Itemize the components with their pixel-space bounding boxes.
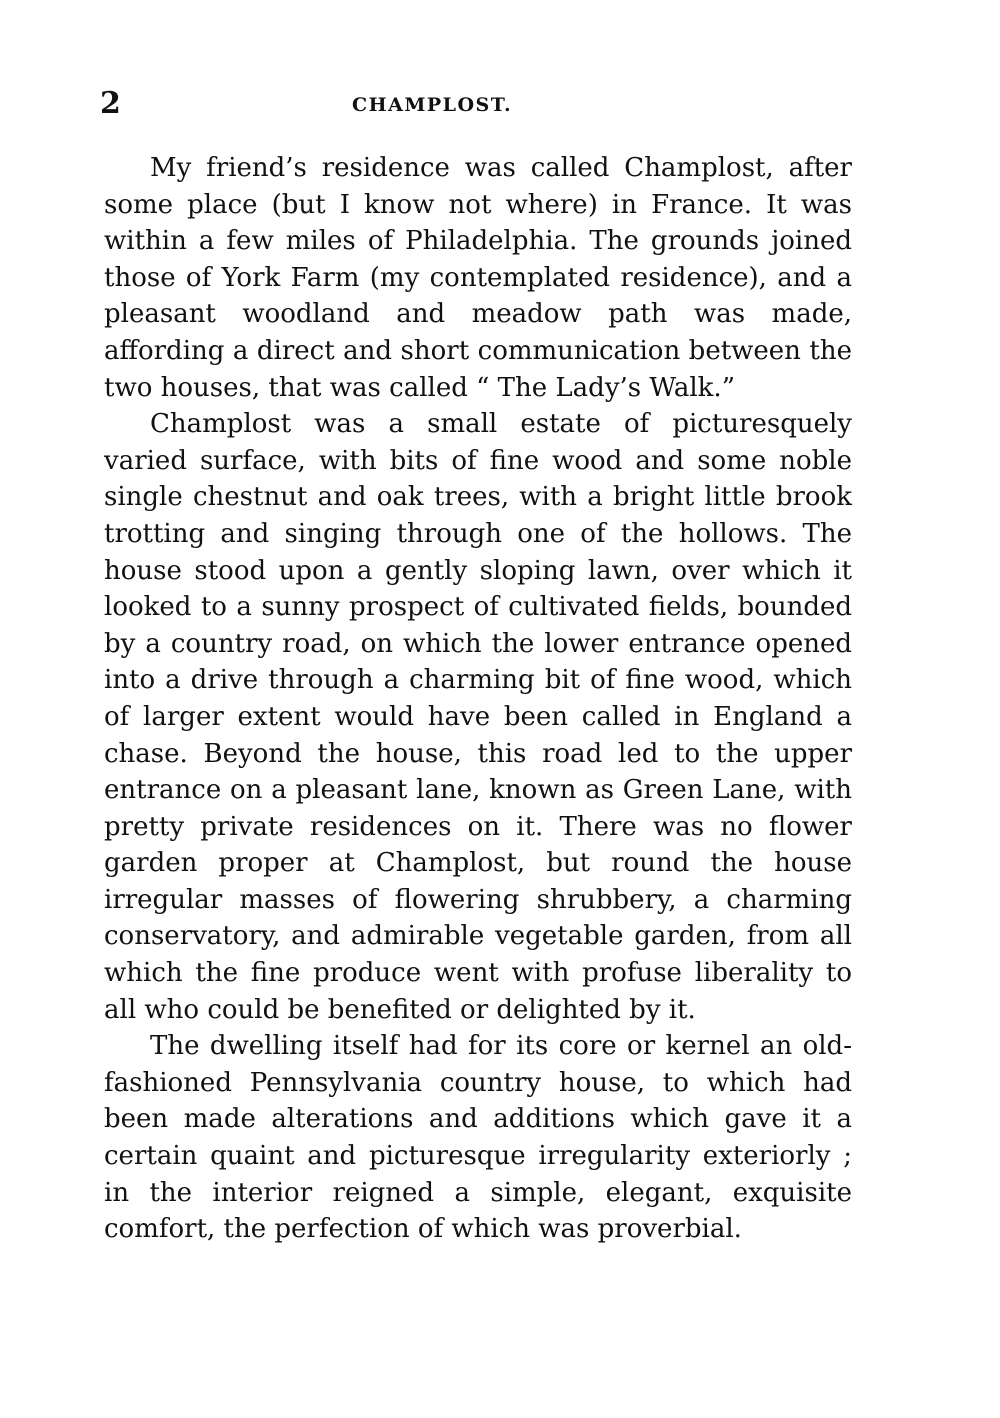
body-text [104, 150, 852, 1248]
paragraph-dwelling: The dwelling itself had for its core or kernel an old-fashioned Pennsylvania country house, to which had been made alterations and additions which gave it a certain quaint and picturesque irregularity exteriorly ; in the interior reigned a simple, elegant, exquisite comfort, the perfection of which was proverbial. [104, 1031, 852, 1245]
page-header [100, 86, 860, 126]
page-number: 2 [100, 86, 121, 121]
paragraph-estate: Champlost was a small estate of picturesquely varied surface, with bits of fine wood and some noble single chestnut and oak trees, with a bright little brook trotting and singing through one of the hollows. The house stood upon a gently sloping lawn, over which it looked to a sunny prospect of cultivated fields, bounded by a country road, on which the lower entrance opened into a drive through a charming bit of fine wood, which of larger extent would have been called in England a chase. Beyond the house, this road led to the upper entrance on a pleasant lane, known as Green Lane, with pretty private residences on it. There was no flower garden proper at Champlost, but round the house irregular masses of flowering shrubbery, a charming conservatory, and admirable vegetable garden, from all which the fine produce went with profuse liberality to all who could be benefited or delighted by it. [104, 409, 852, 1025]
running-title: CHAMPLOST. [352, 94, 513, 116]
paragraph-residence: My friend’s residence was called Champlost, after some place (but I know not where) in France. It was within a few miles of Philadelphia. The grounds joined those of York Farm (my contemplated residence), and a pleasant woodland and meadow path was made, affording a direct and short communication between the two houses, that was called “ The Lady’s Walk.” [104, 153, 852, 403]
